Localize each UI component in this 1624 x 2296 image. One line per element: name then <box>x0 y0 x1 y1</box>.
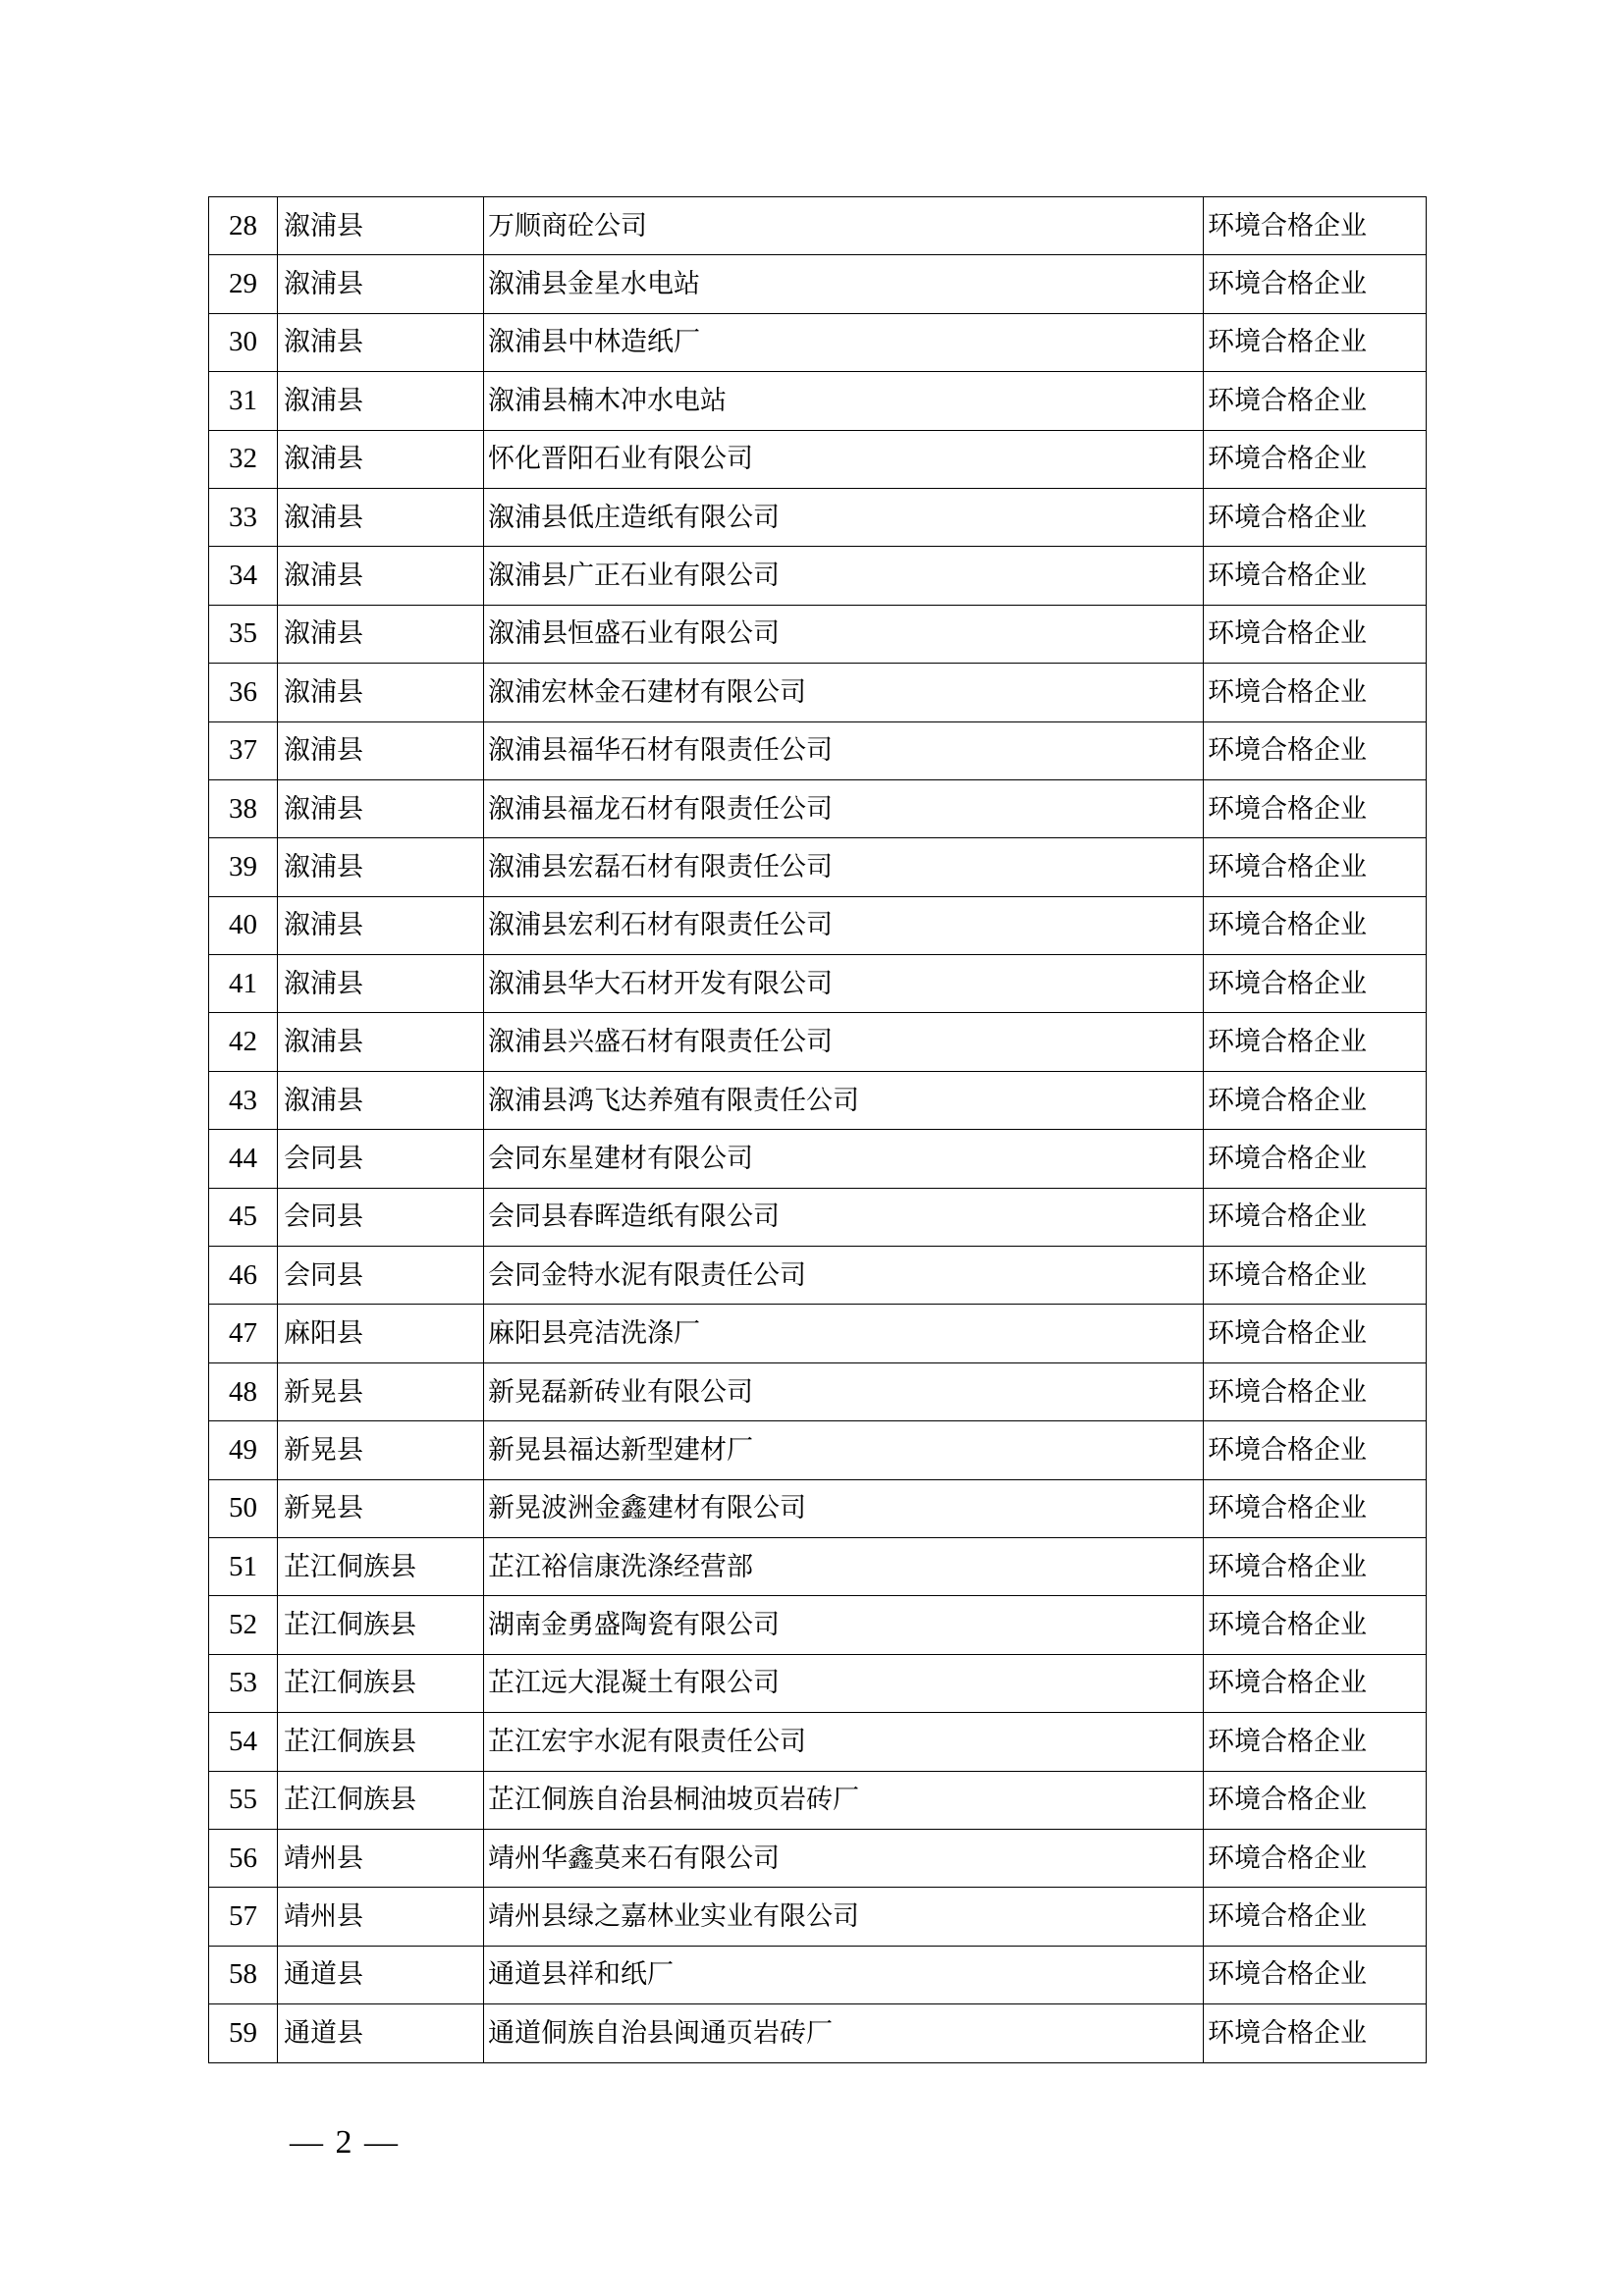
company-name-cell: 靖州华鑫莫来石有限公司 <box>484 1829 1204 1887</box>
county-cell: 溆浦县 <box>278 838 484 896</box>
table-row <box>209 255 1427 313</box>
row-number-cell: 56 <box>209 1829 278 1887</box>
table-row <box>209 197 1427 255</box>
row-number-cell: 52 <box>209 1596 278 1654</box>
row-number-cell: 53 <box>209 1654 278 1712</box>
county-cell: 溆浦县 <box>278 1013 484 1071</box>
company-name-cell: 会同东星建材有限公司 <box>484 1130 1204 1188</box>
company-name-cell: 芷江侗族自治县桐油坡页岩砖厂 <box>484 1771 1204 1829</box>
row-number-cell: 43 <box>209 1071 278 1129</box>
company-name-cell: 芷江宏宇水泥有限责任公司 <box>484 1713 1204 1771</box>
status-cell: 环境合格企业 <box>1204 1537 1427 1595</box>
table-row <box>209 1247 1427 1305</box>
company-name-cell: 溆浦县低庄造纸有限公司 <box>484 488 1204 546</box>
company-name-cell: 湖南金勇盛陶瓷有限公司 <box>484 1596 1204 1654</box>
company-name-cell: 新晃县福达新型建材厂 <box>484 1421 1204 1479</box>
county-cell: 溆浦县 <box>278 488 484 546</box>
status-cell: 环境合格企业 <box>1204 1946 1427 2003</box>
county-cell: 靖州县 <box>278 1888 484 1946</box>
row-number-cell: 48 <box>209 1362 278 1420</box>
county-cell: 溆浦县 <box>278 255 484 313</box>
table-row <box>209 1888 1427 1946</box>
county-cell: 溆浦县 <box>278 896 484 954</box>
row-number-cell: 30 <box>209 313 278 371</box>
table-row <box>209 721 1427 779</box>
county-cell: 新晃县 <box>278 1421 484 1479</box>
status-cell: 环境合格企业 <box>1204 664 1427 721</box>
county-cell: 芷江侗族县 <box>278 1596 484 1654</box>
enterprise-table <box>208 196 1427 2063</box>
company-name-cell: 麻阳县亮洁洗涤厂 <box>484 1305 1204 1362</box>
row-number-cell: 50 <box>209 1479 278 1537</box>
row-number-cell: 47 <box>209 1305 278 1362</box>
company-name-cell: 通道县祥和纸厂 <box>484 1946 1204 2003</box>
company-name-cell: 通道侗族自治县闽通页岩砖厂 <box>484 2004 1204 2062</box>
row-number-cell: 40 <box>209 896 278 954</box>
status-cell: 环境合格企业 <box>1204 1829 1427 1887</box>
status-cell: 环境合格企业 <box>1204 1305 1427 1362</box>
status-cell: 环境合格企业 <box>1204 1421 1427 1479</box>
status-cell: 环境合格企业 <box>1204 547 1427 605</box>
table-row <box>209 372 1427 430</box>
table-row <box>209 664 1427 721</box>
county-cell: 溆浦县 <box>278 664 484 721</box>
row-number-cell: 28 <box>209 197 278 255</box>
county-cell: 麻阳县 <box>278 1305 484 1362</box>
status-cell: 环境合格企业 <box>1204 605 1427 663</box>
company-name-cell: 怀化晋阳石业有限公司 <box>484 430 1204 488</box>
status-cell: 环境合格企业 <box>1204 2004 1427 2062</box>
county-cell: 芷江侗族县 <box>278 1771 484 1829</box>
row-number-cell: 44 <box>209 1130 278 1188</box>
table-row <box>209 1071 1427 1129</box>
county-cell: 溆浦县 <box>278 955 484 1013</box>
company-name-cell: 溆浦县金星水电站 <box>484 255 1204 313</box>
status-cell: 环境合格企业 <box>1204 955 1427 1013</box>
status-cell: 环境合格企业 <box>1204 1479 1427 1537</box>
county-cell: 溆浦县 <box>278 430 484 488</box>
county-cell: 靖州县 <box>278 1829 484 1887</box>
status-cell: 环境合格企业 <box>1204 255 1427 313</box>
row-number-cell: 36 <box>209 664 278 721</box>
row-number-cell: 41 <box>209 955 278 1013</box>
table-row <box>209 1596 1427 1654</box>
table-row <box>209 1654 1427 1712</box>
company-name-cell: 溆浦县宏利石材有限责任公司 <box>484 896 1204 954</box>
table-row <box>209 955 1427 1013</box>
status-cell: 环境合格企业 <box>1204 1888 1427 1946</box>
row-number-cell: 51 <box>209 1537 278 1595</box>
company-name-cell: 新晃磊新砖业有限公司 <box>484 1362 1204 1420</box>
table-row <box>209 547 1427 605</box>
table-body <box>209 197 1427 2063</box>
table-row <box>209 605 1427 663</box>
row-number-cell: 42 <box>209 1013 278 1071</box>
company-name-cell: 新晃波洲金鑫建材有限公司 <box>484 1479 1204 1537</box>
company-name-cell: 溆浦县华大石材开发有限公司 <box>484 955 1204 1013</box>
county-cell: 新晃县 <box>278 1362 484 1420</box>
row-number-cell: 55 <box>209 1771 278 1829</box>
table-row <box>209 1421 1427 1479</box>
table-row <box>209 779 1427 837</box>
status-cell: 环境合格企业 <box>1204 372 1427 430</box>
county-cell: 芷江侗族县 <box>278 1654 484 1712</box>
page-number: — 2 — <box>290 2124 400 2161</box>
company-name-cell: 会同金特水泥有限责任公司 <box>484 1247 1204 1305</box>
company-name-cell: 溆浦县宏磊石材有限责任公司 <box>484 838 1204 896</box>
company-name-cell: 芷江裕信康洗涤经营部 <box>484 1537 1204 1595</box>
table-row <box>209 1829 1427 1887</box>
status-cell: 环境合格企业 <box>1204 197 1427 255</box>
enterprise-table-container <box>208 196 1426 2063</box>
status-cell: 环境合格企业 <box>1204 488 1427 546</box>
county-cell: 芷江侗族县 <box>278 1537 484 1595</box>
table-row <box>209 896 1427 954</box>
row-number-cell: 29 <box>209 255 278 313</box>
county-cell: 会同县 <box>278 1247 484 1305</box>
table-row <box>209 1946 1427 2003</box>
status-cell: 环境合格企业 <box>1204 1771 1427 1829</box>
company-name-cell: 靖州县绿之嘉林业实业有限公司 <box>484 1888 1204 1946</box>
status-cell: 环境合格企业 <box>1204 313 1427 371</box>
table-row <box>209 1362 1427 1420</box>
row-number-cell: 31 <box>209 372 278 430</box>
table-row <box>209 1188 1427 1246</box>
status-cell: 环境合格企业 <box>1204 1130 1427 1188</box>
table-row <box>209 313 1427 371</box>
status-cell: 环境合格企业 <box>1204 430 1427 488</box>
county-cell: 溆浦县 <box>278 197 484 255</box>
row-number-cell: 39 <box>209 838 278 896</box>
status-cell: 环境合格企业 <box>1204 779 1427 837</box>
company-name-cell: 溆浦县中林造纸厂 <box>484 313 1204 371</box>
table-row <box>209 1305 1427 1362</box>
row-number-cell: 58 <box>209 1946 278 2003</box>
county-cell: 溆浦县 <box>278 779 484 837</box>
county-cell: 溆浦县 <box>278 605 484 663</box>
county-cell: 新晃县 <box>278 1479 484 1537</box>
company-name-cell: 会同县春晖造纸有限公司 <box>484 1188 1204 1246</box>
table-row <box>209 1130 1427 1188</box>
county-cell: 溆浦县 <box>278 547 484 605</box>
company-name-cell: 溆浦县福龙石材有限责任公司 <box>484 779 1204 837</box>
row-number-cell: 49 <box>209 1421 278 1479</box>
table-row <box>209 2004 1427 2062</box>
status-cell: 环境合格企业 <box>1204 896 1427 954</box>
table-row <box>209 1771 1427 1829</box>
company-name-cell: 芷江远大混凝土有限公司 <box>484 1654 1204 1712</box>
table-row <box>209 488 1427 546</box>
county-cell: 溆浦县 <box>278 313 484 371</box>
company-name-cell: 万顺商砼公司 <box>484 197 1204 255</box>
status-cell: 环境合格企业 <box>1204 1071 1427 1129</box>
county-cell: 通道县 <box>278 2004 484 2062</box>
county-cell: 会同县 <box>278 1188 484 1246</box>
row-number-cell: 35 <box>209 605 278 663</box>
row-number-cell: 34 <box>209 547 278 605</box>
county-cell: 溆浦县 <box>278 721 484 779</box>
company-name-cell: 溆浦县兴盛石材有限责任公司 <box>484 1013 1204 1071</box>
row-number-cell: 57 <box>209 1888 278 1946</box>
table-row <box>209 430 1427 488</box>
county-cell: 溆浦县 <box>278 1071 484 1129</box>
row-number-cell: 33 <box>209 488 278 546</box>
table-row <box>209 1713 1427 1771</box>
status-cell: 环境合格企业 <box>1204 1362 1427 1420</box>
company-name-cell: 溆浦县楠木冲水电站 <box>484 372 1204 430</box>
table-row <box>209 838 1427 896</box>
company-name-cell: 溆浦宏林金石建材有限公司 <box>484 664 1204 721</box>
status-cell: 环境合格企业 <box>1204 838 1427 896</box>
company-name-cell: 溆浦县鸿飞达养殖有限责任公司 <box>484 1071 1204 1129</box>
row-number-cell: 37 <box>209 721 278 779</box>
table-row <box>209 1013 1427 1071</box>
county-cell: 会同县 <box>278 1130 484 1188</box>
row-number-cell: 38 <box>209 779 278 837</box>
county-cell: 溆浦县 <box>278 372 484 430</box>
status-cell: 环境合格企业 <box>1204 1596 1427 1654</box>
row-number-cell: 32 <box>209 430 278 488</box>
status-cell: 环境合格企业 <box>1204 1247 1427 1305</box>
status-cell: 环境合格企业 <box>1204 1654 1427 1712</box>
status-cell: 环境合格企业 <box>1204 1713 1427 1771</box>
company-name-cell: 溆浦县福华石材有限责任公司 <box>484 721 1204 779</box>
status-cell: 环境合格企业 <box>1204 721 1427 779</box>
county-cell: 通道县 <box>278 1946 484 2003</box>
company-name-cell: 溆浦县广正石业有限公司 <box>484 547 1204 605</box>
county-cell: 芷江侗族县 <box>278 1713 484 1771</box>
status-cell: 环境合格企业 <box>1204 1013 1427 1071</box>
company-name-cell: 溆浦县恒盛石业有限公司 <box>484 605 1204 663</box>
status-cell: 环境合格企业 <box>1204 1188 1427 1246</box>
row-number-cell: 59 <box>209 2004 278 2062</box>
table-row <box>209 1479 1427 1537</box>
row-number-cell: 46 <box>209 1247 278 1305</box>
table-row <box>209 1537 1427 1595</box>
row-number-cell: 45 <box>209 1188 278 1246</box>
row-number-cell: 54 <box>209 1713 278 1771</box>
